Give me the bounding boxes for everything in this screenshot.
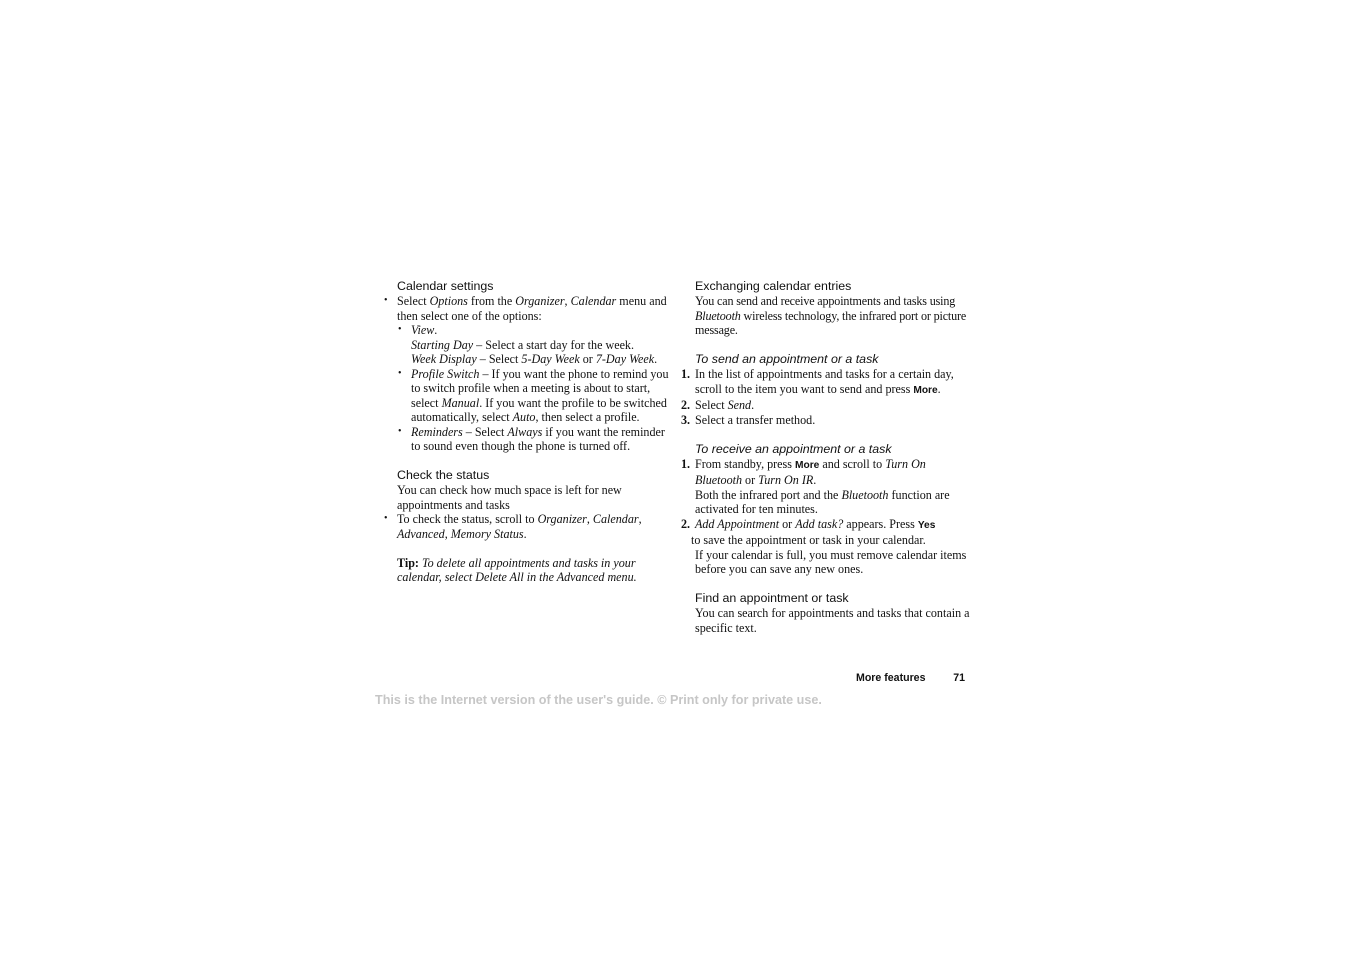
menu-term: Send xyxy=(727,398,752,412)
text: wireless technology, the infrared port or picture message. xyxy=(695,308,967,337)
receive-steps xyxy=(681,456,970,577)
send-heading: To send an appointment or a task xyxy=(695,352,879,366)
menu-term: Bluetooth xyxy=(841,487,889,502)
step-number: 3. xyxy=(681,412,691,427)
step-number: 1. xyxy=(681,456,691,471)
text: Select xyxy=(397,294,430,308)
options-list xyxy=(397,323,672,454)
text: and scroll to xyxy=(819,456,886,471)
text: – Select a start day for the week. xyxy=(473,337,635,352)
menu-term: Options xyxy=(429,294,468,308)
menu-term: 5-Day Week xyxy=(521,352,580,366)
key-label: More xyxy=(795,459,820,471)
check-status-list xyxy=(397,512,672,541)
key-label: More xyxy=(913,384,938,396)
menu-term: Starting Day xyxy=(411,337,474,352)
list-item xyxy=(681,456,970,517)
tip-paragraph xyxy=(397,556,672,585)
receive-heading: To receive an appointment or a task xyxy=(695,441,892,456)
list-item xyxy=(397,512,672,541)
left-column xyxy=(397,279,672,585)
menu-term: Turn On Bluetooth xyxy=(695,456,926,487)
find-heading: Find an appointment or task xyxy=(695,591,849,605)
text: appears. Press xyxy=(843,516,918,531)
text: , xyxy=(586,512,593,526)
menu-term: Organizer xyxy=(515,294,565,308)
calendar-settings-heading: Calendar settings xyxy=(397,279,494,293)
menu-term: View xyxy=(411,323,435,337)
text: In the list of appointments and tasks for a certain day, scroll to the item you want to send and press xyxy=(695,367,954,396)
list-item xyxy=(681,398,970,413)
page-footer xyxy=(856,671,967,686)
text: , xyxy=(564,294,571,308)
text: To check the status, scroll to xyxy=(397,512,538,526)
text: . xyxy=(434,323,438,337)
right-column xyxy=(681,279,970,635)
menu-term: Turn On IR xyxy=(758,473,814,487)
menu-term: Advanced xyxy=(397,526,445,541)
section-title: More features xyxy=(856,672,926,684)
menu-term: Calendar xyxy=(570,294,617,308)
menu-term: Auto xyxy=(512,410,536,424)
list-item xyxy=(411,367,672,425)
text: to save the appointment or task in your calendar. xyxy=(691,533,926,547)
text: Select xyxy=(695,398,728,412)
list-item xyxy=(397,294,672,454)
send-steps xyxy=(681,367,970,427)
list-item xyxy=(411,425,672,454)
list-item xyxy=(681,412,970,428)
text: , xyxy=(444,526,451,541)
menu-term: Add task? xyxy=(795,516,844,531)
list-item xyxy=(681,516,970,577)
menu-term: Reminders xyxy=(411,424,463,439)
list-item xyxy=(411,323,672,367)
menu-term: Profile Switch xyxy=(411,366,480,381)
text: From standby, press xyxy=(695,456,795,471)
step-number: 2. xyxy=(681,398,691,412)
tip-text: To delete all appointments and tasks in your calendar, select Delete All in the Advanced menu. xyxy=(397,555,637,584)
menu-term: Always xyxy=(507,424,543,439)
step-number: 1. xyxy=(681,367,691,381)
text: . If you want the profile to be switched automatically, select xyxy=(411,395,667,424)
menu-term: Add Appointment xyxy=(695,516,780,531)
menu-term: Bluetooth xyxy=(695,308,741,323)
text: – If you want the phone to remind you to switch profile when a meeting is about to start, select xyxy=(411,366,669,410)
check-status-heading: Check the status xyxy=(397,468,490,482)
text: – Select xyxy=(476,352,522,366)
text: – Select xyxy=(462,424,508,439)
menu-term: 7-Day Week xyxy=(595,352,655,366)
menu-term: Calendar xyxy=(592,512,639,526)
text: . xyxy=(523,526,527,541)
text: from the xyxy=(467,294,516,308)
menu-term: Week Display xyxy=(411,352,477,366)
text: or xyxy=(779,516,796,531)
internet-version-notice: This is the Internet version of the user's guide. © Print only for private use. xyxy=(375,693,822,707)
menu-term: Memory Status xyxy=(450,526,524,541)
text: menu and then select one of the options: xyxy=(397,294,667,323)
text: , then select a profile. xyxy=(535,410,640,424)
exchanging-text xyxy=(695,294,970,338)
text: if you want the reminder to sound even though the phone is turned off. xyxy=(411,424,665,453)
text: or xyxy=(579,352,596,366)
tip-label: Tip: xyxy=(397,555,419,570)
menu-term: Organizer xyxy=(537,512,587,526)
text: Select a transfer method. xyxy=(695,412,816,427)
text: You can send and receive appointments and tasks using xyxy=(695,294,956,308)
step-number: 2. xyxy=(681,516,691,531)
text: Both the infrared port and the xyxy=(695,487,842,502)
text: or xyxy=(742,473,759,487)
key-label: Yes xyxy=(917,519,936,531)
text: . xyxy=(751,398,755,412)
check-status-text: You can check how much space is left for new appointments and tasks xyxy=(397,483,622,512)
text: If your calendar is full, you must remove calendar items before you can save any new ones. xyxy=(695,547,967,576)
exchanging-heading: Exchanging calendar entries xyxy=(695,279,852,293)
find-text: You can search for appointments and tasks that contain a specific text. xyxy=(695,606,970,635)
calendar-settings-list xyxy=(397,294,672,454)
text: function are activated for ten minutes. xyxy=(695,487,950,516)
page-number: 71 xyxy=(953,672,965,684)
list-item xyxy=(681,367,970,398)
text: , xyxy=(638,512,642,526)
text: . xyxy=(654,352,658,366)
menu-term: Manual xyxy=(441,395,480,410)
text: . xyxy=(813,473,817,487)
text: . xyxy=(937,381,941,396)
